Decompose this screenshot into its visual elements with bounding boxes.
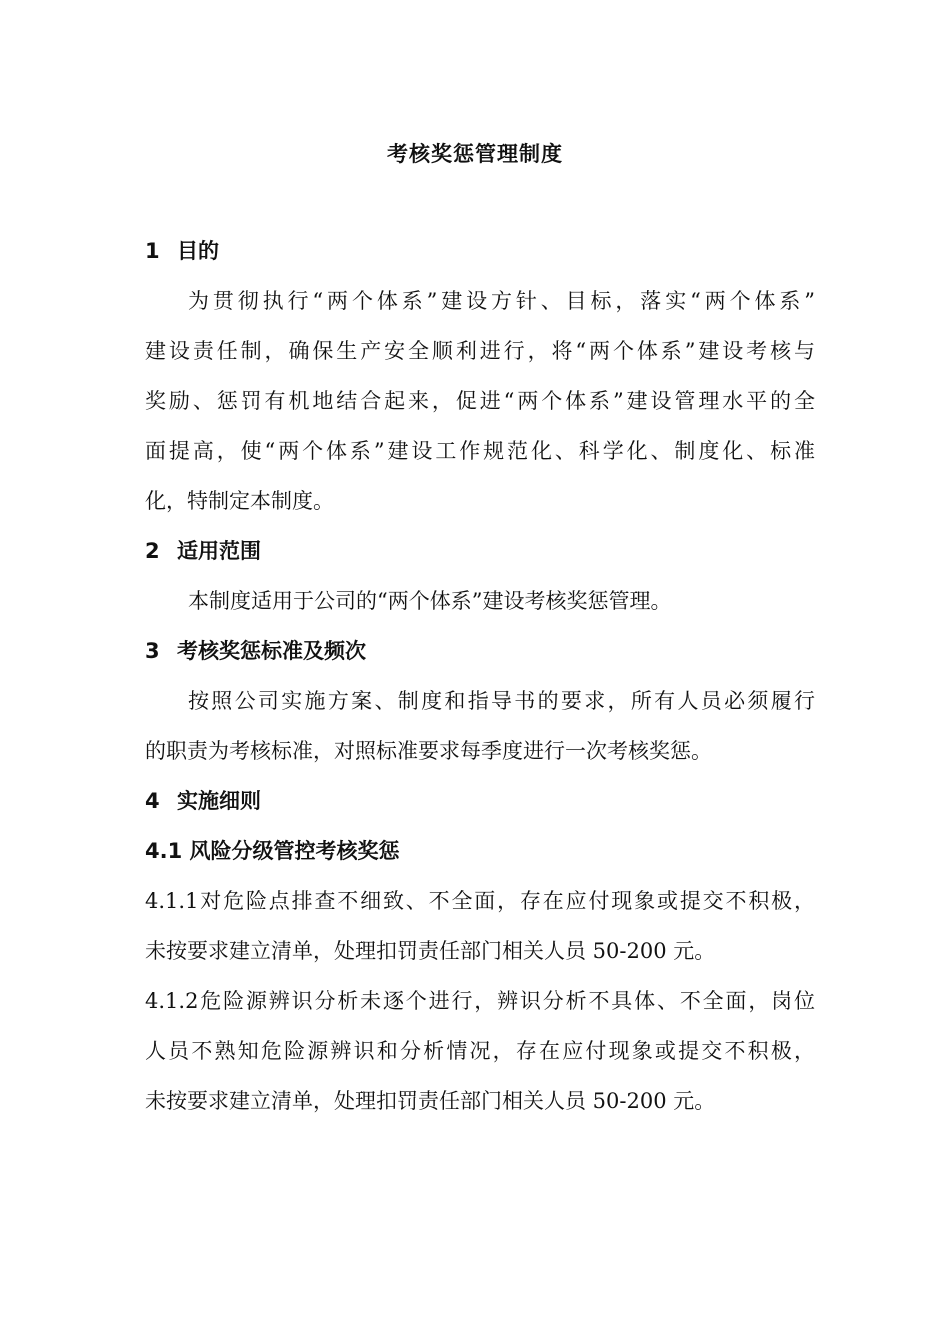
section-title: 考核奖惩标准及频次 <box>177 639 366 663</box>
subsection-heading-4-1 <box>145 836 815 866</box>
section-heading-4 <box>145 786 815 816</box>
section-heading-3 <box>145 636 815 666</box>
clause-line: 人员不熟知危险源辨识和分析情况，存在应付现象或提交不积极， <box>145 1039 815 1063</box>
section-number: 2 <box>145 539 160 563</box>
section-number: 4.1 <box>145 839 183 863</box>
section-title: 适用范围 <box>177 539 261 563</box>
paragraph-line: 面提高，使“两个体系”建设工作规范化、科学化、制度化、标准 <box>145 439 815 463</box>
paragraph-line: 的职责为考核标准，对照标准要求每季度进行一次考核奖惩。 <box>145 739 712 763</box>
paragraph-line: 为贯彻执行“两个体系”建设方针、目标，落实“两个体系” <box>188 289 815 313</box>
page-title: 考核奖惩管理制度 <box>387 142 563 166</box>
paragraph-line: 奖励、惩罚有机地结合起来，促进“两个体系”建设管理水平的全 <box>145 389 815 413</box>
clause-line: 未按要求建立清单，处理扣罚责任部门相关人员 50-200 元。 <box>145 939 716 963</box>
section-heading-2 <box>145 536 815 566</box>
section-number: 1 <box>145 239 160 263</box>
clause-line: 4.1.2危险源辨识分析未逐个进行，辨识分析不具体、不全面，岗位 <box>145 989 815 1013</box>
section-heading-1 <box>145 236 815 266</box>
section-number: 4 <box>145 789 160 813</box>
section-number: 3 <box>145 639 160 663</box>
paragraph-line: 本制度适用于公司的“两个体系”建设考核奖惩管理。 <box>188 589 672 613</box>
paragraph-line: 建设责任制，确保生产安全顺利进行，将“两个体系”建设考核与 <box>145 339 815 363</box>
paragraph-line: 按照公司实施方案、制度和指导书的要求，所有人员必须履行 <box>188 689 815 713</box>
section-title: 实施细则 <box>177 789 261 813</box>
section-title: 风险分级管控考核奖惩 <box>189 839 400 863</box>
section-title: 目的 <box>177 239 219 263</box>
clause-line: 4.1.1对危险点排查不细致、不全面，存在应付现象或提交不积极， <box>145 889 815 913</box>
paragraph-line: 化，特制定本制度。 <box>145 489 334 513</box>
clause-line: 未按要求建立清单，处理扣罚责任部门相关人员 50-200 元。 <box>145 1089 716 1113</box>
